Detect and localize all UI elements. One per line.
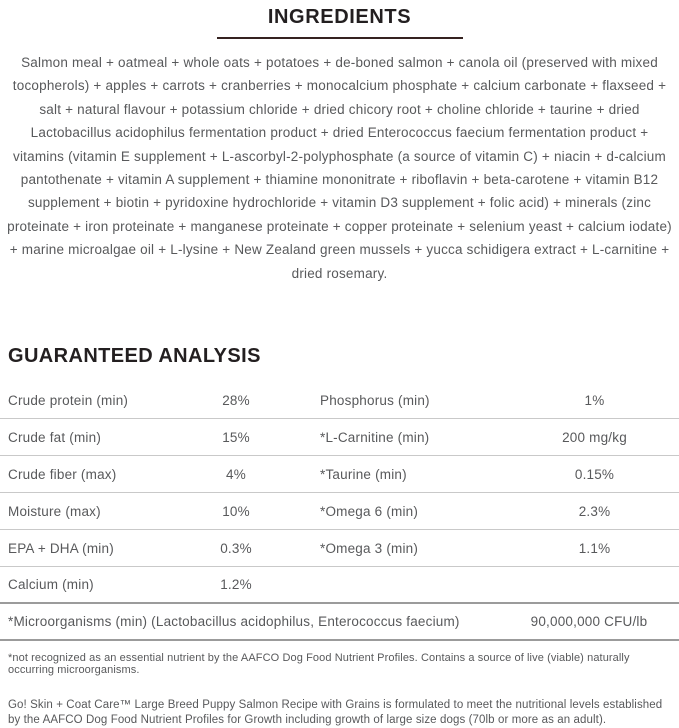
nutrient-label: Moisture (max) [8, 503, 101, 519]
nutrient-value: 4% [226, 466, 246, 482]
guaranteed-analysis-table [0, 382, 679, 641]
table-row [0, 493, 679, 530]
formulation-statement: Go! Skin + Coat Care™ Large Breed Puppy Salmon Recipe with Grains is formulated to meet the nutritional levels established by the AAFCO Dog Food Nutrient Profiles for Growth including growth of large size dogs (70lb or more as an adult). [8, 699, 663, 727]
nutrient-label: EPA + DHA (min) [8, 540, 114, 556]
nutrient-label: *Omega 3 (min) [320, 540, 419, 556]
nutrient-value: 0.3% [220, 540, 252, 556]
nutrient-label: Crude fiber (max) [8, 466, 117, 482]
nutrient-value: 28% [222, 392, 250, 408]
nutrient-label: *Microorganisms (min) (Lactobacillus acidophilus, Enterococcus faecium) [8, 614, 460, 630]
ingredients-paragraph: Salmon meal + oatmeal + whole oats + potatoes + de-boned salmon + canola oil (preserved with mixed tocopherols) + apples + carrots + cranberries + monocalcium phosphate + calcium carbonate + flaxseed + salt + natural flavour + potassium chloride + dried chicory root + choline chloride + taurine + dried Lactobacillus acidophilus fermentation product + dried Enterococcus faecium fermentation product + vitamins (vitamin E supplement + L-ascorbyl-2-polyphosphate (a source of vitamin C) + niacin + d-calcium pantothenate + vitamin A supplement + thiamine mononitrate + riboflavin + beta-carotene + vitamin B12 supplement + biotin + pyridoxine hydrochloride + vitamin D3 supplement + folic acid) + minerals (zinc proteinate + iron proteinate + manganese proteinate + copper proteinate + selenium yeast + calcium iodate) + marine microalgae oil + L-lysine + New Zealand green mussels + yucca schidigera extract + L-carnitine + dried rosemary. [7, 55, 672, 281]
guaranteed-analysis-heading: GUARANTEED ANALYSIS [8, 345, 261, 368]
nutrient-value: 90,000,000 CFU/lb [530, 614, 648, 630]
nutrient-value: 2.3% [578, 503, 611, 519]
nutrient-label: Crude protein (min) [8, 392, 129, 408]
nutrient-label: *Taurine (min) [320, 466, 407, 482]
nutrient-label: Phosphorus (min) [320, 392, 430, 408]
heading-underline-rule [217, 37, 463, 39]
ingredients-heading: INGREDIENTS [267, 6, 412, 28]
nutrient-label: Crude fat (min) [8, 429, 102, 445]
nutrient-value: 0.15% [574, 466, 615, 482]
nutrient-value: 1.2% [220, 577, 252, 593]
asterisk-footnote: *not recognized as an essential nutrient by the AAFCO Dog Food Nutrient Profiles. Contains a source of live (viable) naturally occurring microorganisms. [8, 652, 630, 677]
table-row [0, 456, 679, 493]
nutrient-value: 10% [222, 503, 250, 519]
table-row [0, 419, 679, 456]
nutrient-label: *L-Carnitine (min) [320, 429, 430, 445]
nutrient-label: *Omega 6 (min) [320, 503, 419, 519]
nutrient-value: 15% [222, 429, 250, 445]
nutrient-value: 200 mg/kg [562, 429, 627, 445]
nutrient-value: 1.1% [578, 540, 611, 556]
table-row-microorganisms [0, 604, 679, 641]
nutrient-value: 1% [584, 392, 605, 408]
table-row [0, 382, 679, 419]
table-row [0, 530, 679, 567]
table-row [0, 567, 679, 604]
nutrient-label: Calcium (min) [8, 577, 94, 593]
